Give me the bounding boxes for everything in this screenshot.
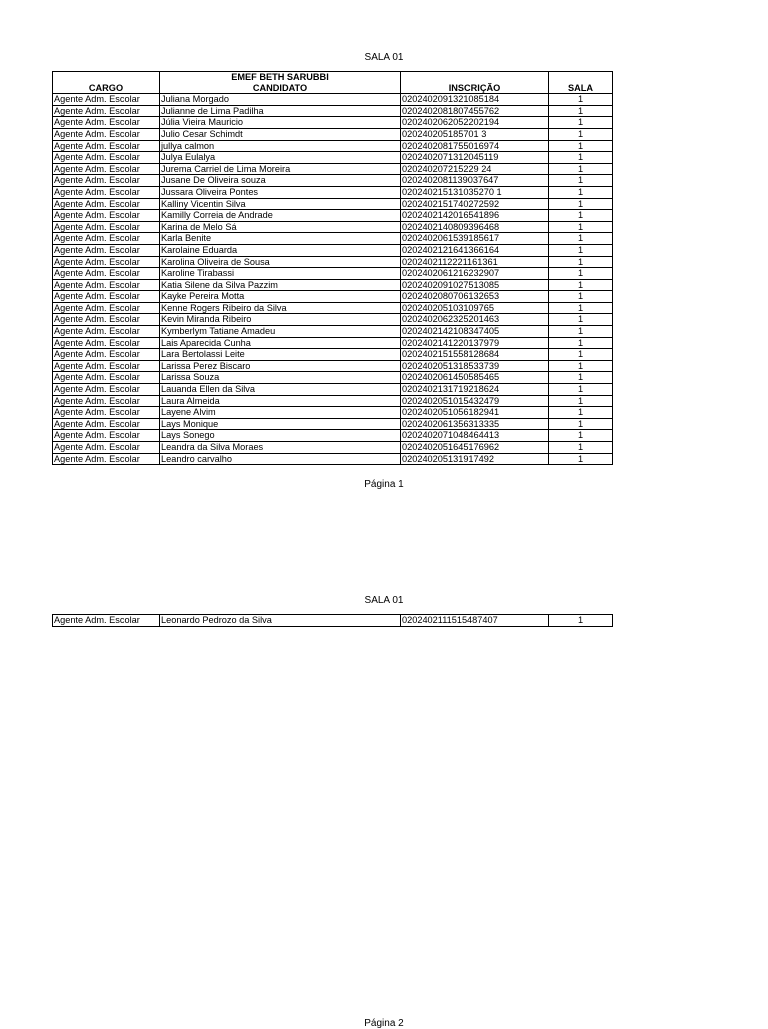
- cell-sala: 1: [549, 302, 613, 314]
- cell-cargo: Agente Adm. Escolar: [53, 128, 160, 140]
- cell-cargo: Agente Adm. Escolar: [53, 94, 160, 106]
- cell-cargo: Agente Adm. Escolar: [53, 430, 160, 442]
- cell-candidato: Leandra da Silva Moraes: [160, 442, 401, 454]
- cell-cargo: Agente Adm. Escolar: [53, 233, 160, 245]
- cell-cargo: Agente Adm. Escolar: [53, 372, 160, 384]
- column-header-sala: SALA: [549, 83, 613, 94]
- column-header-inscricao: INSCRIÇÃO: [401, 83, 549, 94]
- cell-sala: 1: [549, 337, 613, 349]
- table-row: [53, 291, 613, 303]
- cell-cargo: Agente Adm. Escolar: [53, 418, 160, 430]
- cell-cargo: Agente Adm. Escolar: [53, 198, 160, 210]
- table-row: [53, 117, 613, 129]
- cell-sala: 1: [549, 349, 613, 361]
- cell-sala: 1: [549, 314, 613, 326]
- cell-inscricao: 020240205131917492: [401, 453, 549, 465]
- cell-inscricao: 0202402131719218624: [401, 384, 549, 396]
- cell-candidato: Karolaine Eduarda: [160, 244, 401, 256]
- cell-candidato: Kalliny Vicentin Silva: [160, 198, 401, 210]
- table-row: [53, 395, 613, 407]
- cell-candidato: Lais Aparecida Cunha: [160, 337, 401, 349]
- table-row: [53, 268, 613, 280]
- cell-candidato: Leandro carvalho: [160, 453, 401, 465]
- cell-inscricao: 0202402151558128684: [401, 349, 549, 361]
- cell-candidato: Jusane De Oliveira souza: [160, 175, 401, 187]
- cell-inscricao: 0202402062325201463: [401, 314, 549, 326]
- cell-inscricao: 0202402051645176962: [401, 442, 549, 454]
- cell-sala: 1: [549, 615, 613, 627]
- cell-candidato: Kayke Pereira Motta: [160, 291, 401, 303]
- cell-sala: 1: [549, 326, 613, 338]
- cell-sala: 1: [549, 128, 613, 140]
- cell-inscricao: 0202402051318533739: [401, 360, 549, 372]
- cell-inscricao: 0202402081755016974: [401, 140, 549, 152]
- table-row: [53, 128, 613, 140]
- cell-inscricao: 0202402091321085184: [401, 94, 549, 106]
- cell-inscricao: 0202402071048464413: [401, 430, 549, 442]
- cell-candidato: Layene Alvim: [160, 407, 401, 419]
- cell-inscricao: 0202402061356313335: [401, 418, 549, 430]
- table-row: [53, 244, 613, 256]
- cell-sala: 1: [549, 430, 613, 442]
- cell-sala: 1: [549, 105, 613, 117]
- cell-candidato: Julya Eulalya: [160, 152, 401, 164]
- cell-inscricao: 0202402080706132653: [401, 291, 549, 303]
- cell-cargo: Agente Adm. Escolar: [53, 453, 160, 465]
- table-row: [53, 175, 613, 187]
- empty-header-cell: [401, 72, 549, 83]
- table-row: [53, 615, 613, 627]
- candidates-table-page-2: [52, 614, 613, 627]
- column-header-cargo: CARGO: [53, 83, 160, 94]
- cell-cargo: Agente Adm. Escolar: [53, 407, 160, 419]
- cell-sala: 1: [549, 372, 613, 384]
- table-row: [53, 314, 613, 326]
- cell-sala: 1: [549, 418, 613, 430]
- cell-cargo: Agente Adm. Escolar: [53, 395, 160, 407]
- table-row: [53, 384, 613, 396]
- cell-candidato: Kevin Miranda Ribeiro: [160, 314, 401, 326]
- cell-cargo: Agente Adm. Escolar: [53, 384, 160, 396]
- cell-inscricao: 0202402081807455762: [401, 105, 549, 117]
- cell-inscricao: 0202402051056182941: [401, 407, 549, 419]
- cell-candidato: jullya calmon: [160, 140, 401, 152]
- cell-inscricao: 0202402112221161361: [401, 256, 549, 268]
- table-row: [53, 349, 613, 361]
- cell-candidato: Lays Monique: [160, 418, 401, 430]
- cell-sala: 1: [549, 94, 613, 106]
- cell-inscricao: 0202402081139037647: [401, 175, 549, 187]
- cell-sala: 1: [549, 442, 613, 454]
- cell-candidato: Karolina Oliveira de Sousa: [160, 256, 401, 268]
- cell-cargo: Agente Adm. Escolar: [53, 442, 160, 454]
- cell-sala: 1: [549, 163, 613, 175]
- cell-cargo: Agente Adm. Escolar: [53, 349, 160, 361]
- table-row: [53, 94, 613, 106]
- cell-sala: 1: [549, 256, 613, 268]
- cell-candidato: Larissa Souza: [160, 372, 401, 384]
- cell-sala: 1: [549, 175, 613, 187]
- table-row: [53, 256, 613, 268]
- cell-cargo: Agente Adm. Escolar: [53, 152, 160, 164]
- table-row: [53, 430, 613, 442]
- school-row: [53, 72, 613, 83]
- table-row: [53, 221, 613, 233]
- table-row: [53, 442, 613, 454]
- cell-cargo: Agente Adm. Escolar: [53, 117, 160, 129]
- table-row: [53, 302, 613, 314]
- cell-cargo: Agente Adm. Escolar: [53, 210, 160, 222]
- cell-inscricao: 0202402141220137979: [401, 337, 549, 349]
- cell-candidato: Leonardo Pedrozo da Silva: [160, 615, 401, 627]
- cell-sala: 1: [549, 140, 613, 152]
- cell-cargo: Agente Adm. Escolar: [53, 279, 160, 291]
- cell-inscricao: 020240205185701 3: [401, 128, 549, 140]
- table-body-page-2: [53, 615, 613, 627]
- cell-sala: 1: [549, 279, 613, 291]
- cell-candidato: Katia Silene da Silva Pazzim: [160, 279, 401, 291]
- cell-cargo: Agente Adm. Escolar: [53, 268, 160, 280]
- cell-cargo: Agente Adm. Escolar: [53, 302, 160, 314]
- table-row: [53, 140, 613, 152]
- cell-candidato: Jurema Carriel de Lima Moreira: [160, 163, 401, 175]
- table-row: [53, 337, 613, 349]
- cell-candidato: Larissa Perez Biscaro: [160, 360, 401, 372]
- cell-inscricao: 020240205103109765: [401, 302, 549, 314]
- cell-candidato: Laura Almeida: [160, 395, 401, 407]
- cell-cargo: Agente Adm. Escolar: [53, 175, 160, 187]
- cell-inscricao: 0202402142016541896: [401, 210, 549, 222]
- cell-sala: 1: [549, 210, 613, 222]
- cell-inscricao: 020240215131035270 1: [401, 186, 549, 198]
- cell-sala: 1: [549, 395, 613, 407]
- cell-inscricao: 0202402061450585465: [401, 372, 549, 384]
- cell-inscricao: 0202402111515487407: [401, 615, 549, 627]
- table-row: [53, 186, 613, 198]
- table-row: [53, 326, 613, 338]
- cell-cargo: Agente Adm. Escolar: [53, 186, 160, 198]
- cell-candidato: Karoline Tirabassi: [160, 268, 401, 280]
- table-row: [53, 198, 613, 210]
- cell-inscricao: 0202402071312045119: [401, 152, 549, 164]
- cell-cargo: Agente Adm. Escolar: [53, 256, 160, 268]
- cell-cargo: Agente Adm. Escolar: [53, 326, 160, 338]
- cell-cargo: Agente Adm. Escolar: [53, 140, 160, 152]
- cell-candidato: Lauanda Ellen da Silva: [160, 384, 401, 396]
- cell-candidato: Juliana Morgado: [160, 94, 401, 106]
- cell-cargo: Agente Adm. Escolar: [53, 244, 160, 256]
- page-2-header: SALA 01: [364, 595, 404, 606]
- empty-header-cell: [549, 72, 613, 83]
- cell-candidato: Karla Benite: [160, 233, 401, 245]
- cell-sala: 1: [549, 152, 613, 164]
- cell-sala: 1: [549, 453, 613, 465]
- column-header-candidato: CANDIDATO: [160, 83, 401, 94]
- cell-sala: 1: [549, 198, 613, 210]
- cell-candidato: Julianne de Lima Padilha: [160, 105, 401, 117]
- cell-sala: 1: [549, 186, 613, 198]
- cell-cargo: Agente Adm. Escolar: [53, 615, 160, 627]
- table-row: [53, 453, 613, 465]
- table-row: [53, 372, 613, 384]
- cell-candidato: Lara Bertolassi Leite: [160, 349, 401, 361]
- cell-inscricao: 0202402061539185617: [401, 233, 549, 245]
- empty-header-cell: [53, 72, 160, 83]
- table-row: [53, 360, 613, 372]
- cell-inscricao: 0202402142108347405: [401, 326, 549, 338]
- cell-cargo: Agente Adm. Escolar: [53, 163, 160, 175]
- table-row: [53, 279, 613, 291]
- cell-sala: 1: [549, 233, 613, 245]
- cell-inscricao: 020240207215229 24: [401, 163, 549, 175]
- page-1-footer: Página 1: [364, 479, 404, 490]
- table-body-page-1: [53, 94, 613, 465]
- cell-cargo: Agente Adm. Escolar: [53, 337, 160, 349]
- table-row: [53, 418, 613, 430]
- cell-inscricao: 0202402121641366164: [401, 244, 549, 256]
- cell-candidato: Julio Cesar Schimdt: [160, 128, 401, 140]
- cell-sala: 1: [549, 291, 613, 303]
- cell-cargo: Agente Adm. Escolar: [53, 105, 160, 117]
- cell-inscricao: 0202402140809396468: [401, 221, 549, 233]
- table-row: [53, 105, 613, 117]
- page-1-header: SALA 01: [364, 52, 404, 63]
- cell-sala: 1: [549, 117, 613, 129]
- cell-candidato: Kamilly Correia de Andrade: [160, 210, 401, 222]
- cell-inscricao: 0202402051015432479: [401, 395, 549, 407]
- column-header-row: [53, 83, 613, 94]
- cell-sala: 1: [549, 360, 613, 372]
- table-row: [53, 210, 613, 222]
- table-row: [53, 163, 613, 175]
- cell-candidato: Kymberlym Tatiane Amadeu: [160, 326, 401, 338]
- cell-cargo: Agente Adm. Escolar: [53, 291, 160, 303]
- cell-candidato: Karina de Melo Sá: [160, 221, 401, 233]
- cell-inscricao: 0202402061216232907: [401, 268, 549, 280]
- cell-cargo: Agente Adm. Escolar: [53, 221, 160, 233]
- cell-cargo: Agente Adm. Escolar: [53, 314, 160, 326]
- cell-inscricao: 0202402091027513085: [401, 279, 549, 291]
- cell-inscricao: 0202402062052202194: [401, 117, 549, 129]
- cell-candidato: Júlia Vieira Mauricio: [160, 117, 401, 129]
- school-name: EMEF BETH SARUBBI: [160, 72, 401, 83]
- cell-inscricao: 0202402151740272592: [401, 198, 549, 210]
- table-row: [53, 233, 613, 245]
- cell-candidato: Kenne Rogers Ribeiro da Silva: [160, 302, 401, 314]
- cell-candidato: Lays Sonego: [160, 430, 401, 442]
- cell-sala: 1: [549, 244, 613, 256]
- cell-candidato: Jussara Oliveira Pontes: [160, 186, 401, 198]
- cell-sala: 1: [549, 384, 613, 396]
- page-2-footer: Página 2: [364, 1018, 404, 1029]
- cell-sala: 1: [549, 268, 613, 280]
- table-row: [53, 407, 613, 419]
- table-row: [53, 152, 613, 164]
- cell-sala: 1: [549, 221, 613, 233]
- cell-sala: 1: [549, 407, 613, 419]
- cell-cargo: Agente Adm. Escolar: [53, 360, 160, 372]
- candidates-table-page-1: [52, 71, 613, 465]
